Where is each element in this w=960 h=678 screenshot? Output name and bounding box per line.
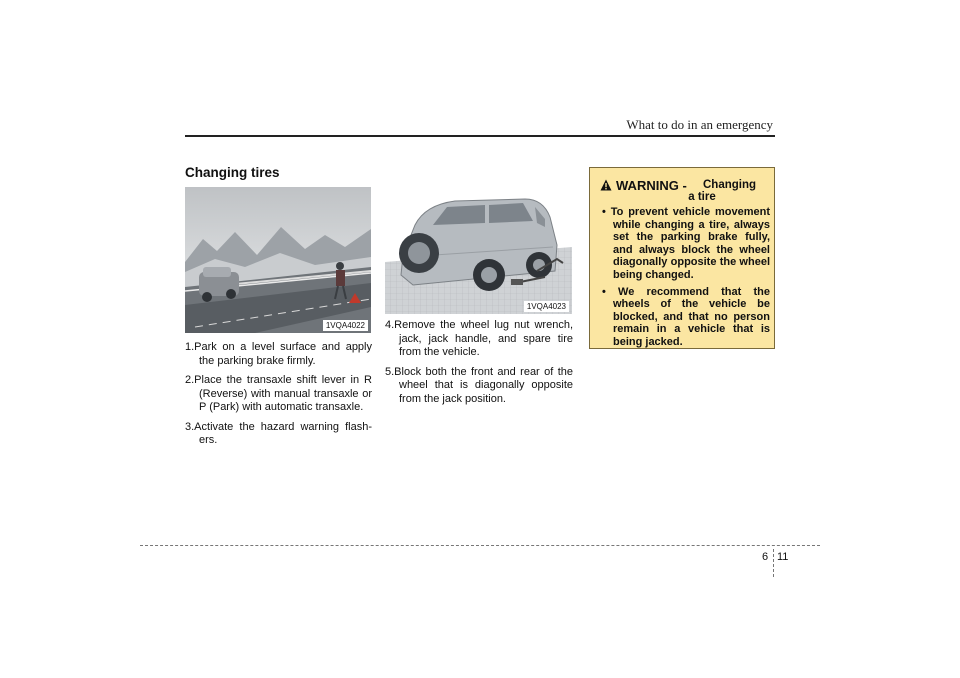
warning-heading: WARNING - bbox=[616, 178, 687, 193]
steps-list-right bbox=[385, 319, 573, 412]
warning-subtitle-2: a tire bbox=[688, 191, 716, 203]
page-number: 11 bbox=[777, 551, 789, 563]
figure-code-left: 1VQA4022 bbox=[323, 320, 368, 331]
warning-subtitle-1: Changing bbox=[703, 179, 757, 191]
step-2: 2.Place the transaxle shift lever in R (Reverse) with manual transaxle or P (Park) with automatic transaxle. bbox=[185, 374, 372, 413]
steps-list-left bbox=[185, 341, 372, 454]
suv-jack-illustration bbox=[385, 167, 572, 314]
step-3: 3.Activate the hazard warning flash-ers. bbox=[185, 420, 372, 446]
chapter-number: 6 bbox=[762, 551, 769, 563]
running-header: What to do in an emergency bbox=[626, 117, 773, 132]
step-4: 4.Remove the wheel lug nut wrench, jack, jack handle, and spare tire from the vehicle. bbox=[385, 319, 573, 358]
warning-box bbox=[589, 167, 775, 349]
road-scene-drawing bbox=[185, 187, 371, 333]
suv-jack-drawing bbox=[385, 167, 572, 314]
section-title: Changing tires bbox=[185, 165, 280, 180]
page-number-separator bbox=[773, 549, 774, 577]
warning-item-1: • To prevent vehicle movement while changing a tire, always set the parking brake fully, and always block the wheel diagonally opposite the wheel being changed. bbox=[602, 206, 770, 281]
road-scene-illustration bbox=[185, 187, 371, 333]
warning-list bbox=[602, 206, 770, 353]
footer-rule bbox=[140, 545, 820, 546]
step-5: 5.Block both the front and rear of the wheel that is diagonally opposite from the jack position. bbox=[385, 365, 573, 405]
warning-item-2: • We recommend that the wheels of the vehicle be blocked, and that no person remain in a vehicle that is being jacked. bbox=[602, 285, 770, 348]
step-1: 1.Park on a level surface and apply the parking brake firmly. bbox=[185, 341, 372, 367]
figure-code-right: 1VQA4023 bbox=[524, 301, 569, 312]
header-rule bbox=[185, 135, 775, 137]
